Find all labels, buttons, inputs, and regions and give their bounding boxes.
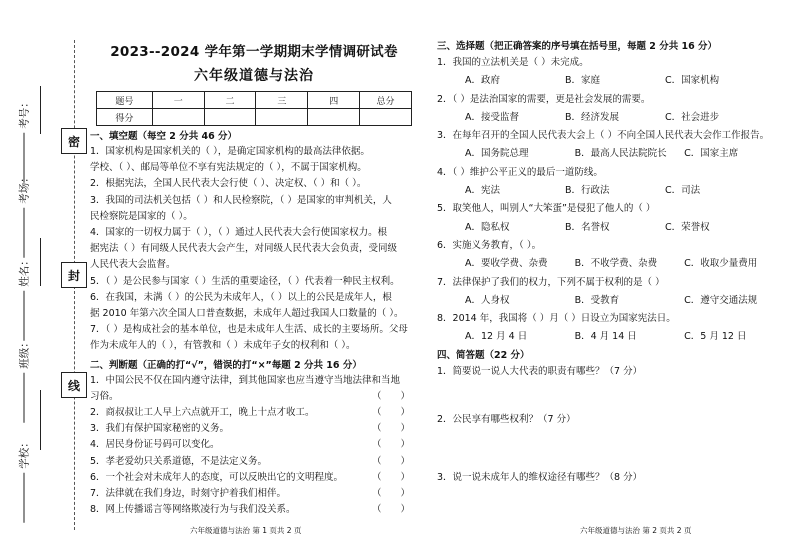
choice-options xyxy=(437,219,782,237)
tf-item xyxy=(90,454,418,470)
answer-bracket[interactable]: （ ） xyxy=(372,504,410,516)
score-table-score-row xyxy=(97,109,412,126)
choice-question: 1．我国的立法机关是（ ）未完成。 xyxy=(437,57,589,68)
tf-item xyxy=(90,470,418,486)
choice-question: 7．法律保护了我们的权力，下列不属于权利的是（ ） xyxy=(437,276,665,288)
tf-item-text: 3．我们有保护国家秘密的义务。 xyxy=(90,423,230,435)
choice-question: 4．（ ）维护公平正义的最后一道防线。 xyxy=(437,166,603,178)
choice-options xyxy=(437,255,782,273)
choice-option[interactable]: C．国家机构 xyxy=(665,75,720,87)
choice-option[interactable]: A．隐私权 xyxy=(465,221,510,233)
question-line: 作为未成年人的（ ），有管教和（ ）未成年子女的权利和（ ）。 xyxy=(90,340,356,352)
choice-option[interactable]: C．5 月 12 日 xyxy=(684,331,747,343)
score-input-cell[interactable] xyxy=(308,109,360,126)
tf-item xyxy=(90,486,418,502)
class-label: 班级： xyxy=(18,337,31,369)
right-page xyxy=(437,40,782,488)
exam-number-field[interactable] xyxy=(17,97,32,183)
short-answer-question: 1．简要说一说人大代表的职责有哪些？（7 分） xyxy=(437,365,643,377)
choice-option[interactable]: A．接受监督 xyxy=(465,111,519,123)
score-table xyxy=(96,91,412,126)
choice-question: 2．（ ）是法治国家的需要，更是社会发展的需要。 xyxy=(437,93,651,105)
answer-bracket[interactable]: （ ） xyxy=(372,488,410,500)
binding-rule xyxy=(40,86,41,134)
choice-option[interactable]: A．人身权 xyxy=(465,294,510,306)
score-input-cell[interactable] xyxy=(152,109,204,126)
tf-item-text: 8．网上传播谣言等网络欺凌行为与我们没关系。 xyxy=(90,504,296,516)
tf-item-text: 习俗。 xyxy=(90,390,119,402)
tf-item-1-line-1: 1．中国公民不仅在国内遵守法律，到其他国家也应当遵守当地法律和当地 xyxy=(90,374,401,386)
binding-margin xyxy=(0,0,82,548)
page-footer-right: 六年级道德与法治 第 2 页共 2 页 xyxy=(580,526,692,535)
tf-item xyxy=(90,437,418,453)
tf-item-text: 2．商叔叔让工人早上六点就开工，晚上十点才收工。 xyxy=(90,407,315,419)
exam-subtitle: 六年级道德与法治 xyxy=(194,68,314,84)
question-line: 6．在我国，未满（ ）的公民为未成年人，（ ）以上的公民是成年人，根 xyxy=(90,291,392,303)
score-input-cell[interactable] xyxy=(204,109,256,126)
choice-option[interactable]: C．社会进步 xyxy=(665,111,720,123)
binding-rule xyxy=(40,238,41,286)
answer-bracket[interactable]: （ ） xyxy=(372,455,410,467)
choice-option[interactable]: A．宪法 xyxy=(465,185,500,197)
choice-option[interactable]: C．国家主席 xyxy=(684,148,739,160)
seal-word-mi: 密 xyxy=(61,128,87,154)
exam-number-label: 考号： xyxy=(18,97,31,129)
answer-bracket[interactable]: （ ） xyxy=(372,390,410,402)
answer-space[interactable] xyxy=(437,381,782,411)
choice-options xyxy=(437,292,782,310)
choice-option[interactable]: A．12 月 4 日 xyxy=(465,331,528,343)
question-line: 据宪法（ ）有同级人民代表大会产生，对同级人民代表大会负责，受同级 xyxy=(90,243,398,255)
tf-item-text: 4．居民身份证号码可以变化。 xyxy=(90,439,220,451)
seal-word-feng: 封 xyxy=(61,262,87,288)
score-cell: 得分 xyxy=(97,109,153,126)
binding-rule xyxy=(40,390,41,450)
choice-options xyxy=(437,182,782,200)
choice-options xyxy=(437,109,782,127)
score-cell: 四 xyxy=(308,92,360,109)
class-field[interactable] xyxy=(17,337,32,423)
seal-word-xian: 线 xyxy=(61,372,87,398)
question-line: 5．（ ）是公民参与国家（ ）生活的重要途径，（ ）代表着一种民主权利。 xyxy=(90,275,400,287)
school-field[interactable] xyxy=(17,437,32,523)
tf-item-text: 6．一个社会对未成年人的态度，可以反映出它的文明程度。 xyxy=(90,471,344,483)
choice-option[interactable]: B．最高人民法院院长 xyxy=(574,148,667,160)
answer-bracket[interactable]: （ ） xyxy=(372,423,410,435)
score-input-cell[interactable] xyxy=(360,109,412,126)
section-heading-fill-blank: 一、填空题（每空 2 分共 46 分） xyxy=(90,131,238,142)
score-cell: 三 xyxy=(256,92,308,109)
fill-blank-questions xyxy=(90,144,418,355)
choice-option[interactable]: C．遵守交通法规 xyxy=(684,294,758,306)
question-line: 民检察院是国家的（ ）。 xyxy=(90,210,193,222)
choice-options xyxy=(437,145,782,163)
score-input-cell[interactable] xyxy=(256,109,308,126)
question-line: 学校、（ ）、邮局等单位不享有宪法规定的（ ），不属于国家机构。 xyxy=(90,162,367,174)
choice-question: 6．实施义务教育，（ ）。 xyxy=(437,239,542,251)
section-heading-choice: 三、选择题（把正确答案的序号填在括号里，每题 2 分共 16 分） xyxy=(437,41,718,52)
tf-item xyxy=(90,421,418,437)
choice-options xyxy=(437,72,782,90)
choice-option[interactable]: B．行政法 xyxy=(565,185,610,197)
question-line: 人民代表大会监督。 xyxy=(90,259,176,271)
exam-room-label: 考场： xyxy=(18,172,31,204)
score-cell: 二 xyxy=(204,92,256,109)
choice-option[interactable]: B．4 月 14 日 xyxy=(574,331,637,343)
section-heading-short-answer: 四、简答题（22 分） xyxy=(437,349,530,361)
choice-option[interactable]: B．受教育 xyxy=(574,294,620,306)
name-field[interactable] xyxy=(17,255,32,341)
tf-item xyxy=(90,502,418,518)
choice-option[interactable]: B．不收学费、杂费 xyxy=(574,258,658,270)
tf-item-text: 7．法律就在我们身边，时刻守护着我们相伴。 xyxy=(90,488,287,500)
choice-option[interactable]: B．名誉权 xyxy=(565,221,610,233)
tf-item xyxy=(90,405,418,421)
answer-bracket[interactable]: （ ） xyxy=(372,439,410,451)
score-cell: 题号 xyxy=(97,92,153,109)
school-label: 学校： xyxy=(18,437,31,469)
answer-bracket[interactable]: （ ） xyxy=(372,471,410,483)
section-heading-true-false: 二、判断题（正确的打“√”，错误的打“×”每题 2 分共 16 分） xyxy=(90,359,362,371)
choice-question: 3．在每年召开的全国人民代表大会上（ ）不向全国人民代表大会作工作报告。 xyxy=(437,130,770,142)
score-cell: 总分 xyxy=(360,92,412,109)
choice-option[interactable]: C．司法 xyxy=(665,185,701,197)
score-cell: 一 xyxy=(152,92,204,109)
question-line: 1．国家机构是国家机关的（ ），是确定国家机构的最高法律依据。 xyxy=(90,146,370,157)
question-line: 3．我国的司法机关包括（ ）和人民检察院，（ ）是国家的审判机关，人 xyxy=(90,194,392,206)
exam-room-field[interactable] xyxy=(17,172,32,258)
page-footer-left: 六年级道德与法治 第 1 页共 2 页 xyxy=(190,526,302,535)
choice-option[interactable]: B．经济发展 xyxy=(565,111,620,123)
score-table-header-row xyxy=(97,92,412,109)
left-page xyxy=(90,40,418,518)
name-label: 姓名： xyxy=(18,255,31,287)
choice-options xyxy=(437,328,782,346)
choice-option[interactable]: B．家庭 xyxy=(565,75,601,87)
choice-option[interactable]: A．国务院总理 xyxy=(465,148,529,160)
short-answer-question: 3．说一说未成年人的维权途径有哪些？（8 分） xyxy=(437,472,643,484)
choice-question: 8．2014 年，我国将（ ）月（ ）日设立为国家宪法日。 xyxy=(437,313,676,325)
short-answer-question: 2．公民享有哪些权利？（7 分） xyxy=(437,414,576,426)
question-line: 4．国家的一切权力属于（ ），（ ）通过人民代表大会行使国家权力。根 xyxy=(90,227,388,239)
answer-space[interactable] xyxy=(437,429,782,469)
exam-title: 2023--2024 学年第一学期期末学情调研试卷 xyxy=(110,44,398,60)
question-line: 据 2010 年第六次全国人口普查数据，未成年人超过我国人口数量的（ ）。 xyxy=(90,308,404,320)
question-line: 7．（ ）是构成社会的基本单位，也是未成年人生活、成长的主要场所。父母 xyxy=(90,324,408,336)
choice-option[interactable]: A．政府 xyxy=(465,75,500,87)
choice-option[interactable]: A．要收学费、杂费 xyxy=(465,258,548,270)
answer-bracket[interactable]: （ ） xyxy=(372,407,410,419)
tf-item xyxy=(90,389,418,405)
question-line: 2．根据宪法，全国人民代表大会行使（ ）、决定权、（ ）和（ ）。 xyxy=(90,178,367,190)
choice-question: 5．取笑他人，叫别人“大笨蛋”是侵犯了他人的（ ） xyxy=(437,203,656,215)
choice-option[interactable]: C．荣誉权 xyxy=(665,221,710,233)
tf-item-text: 5．孝老爱幼只关系道德，不是法定义务。 xyxy=(90,455,268,467)
choice-option[interactable]: C．收取少量费用 xyxy=(684,258,758,270)
